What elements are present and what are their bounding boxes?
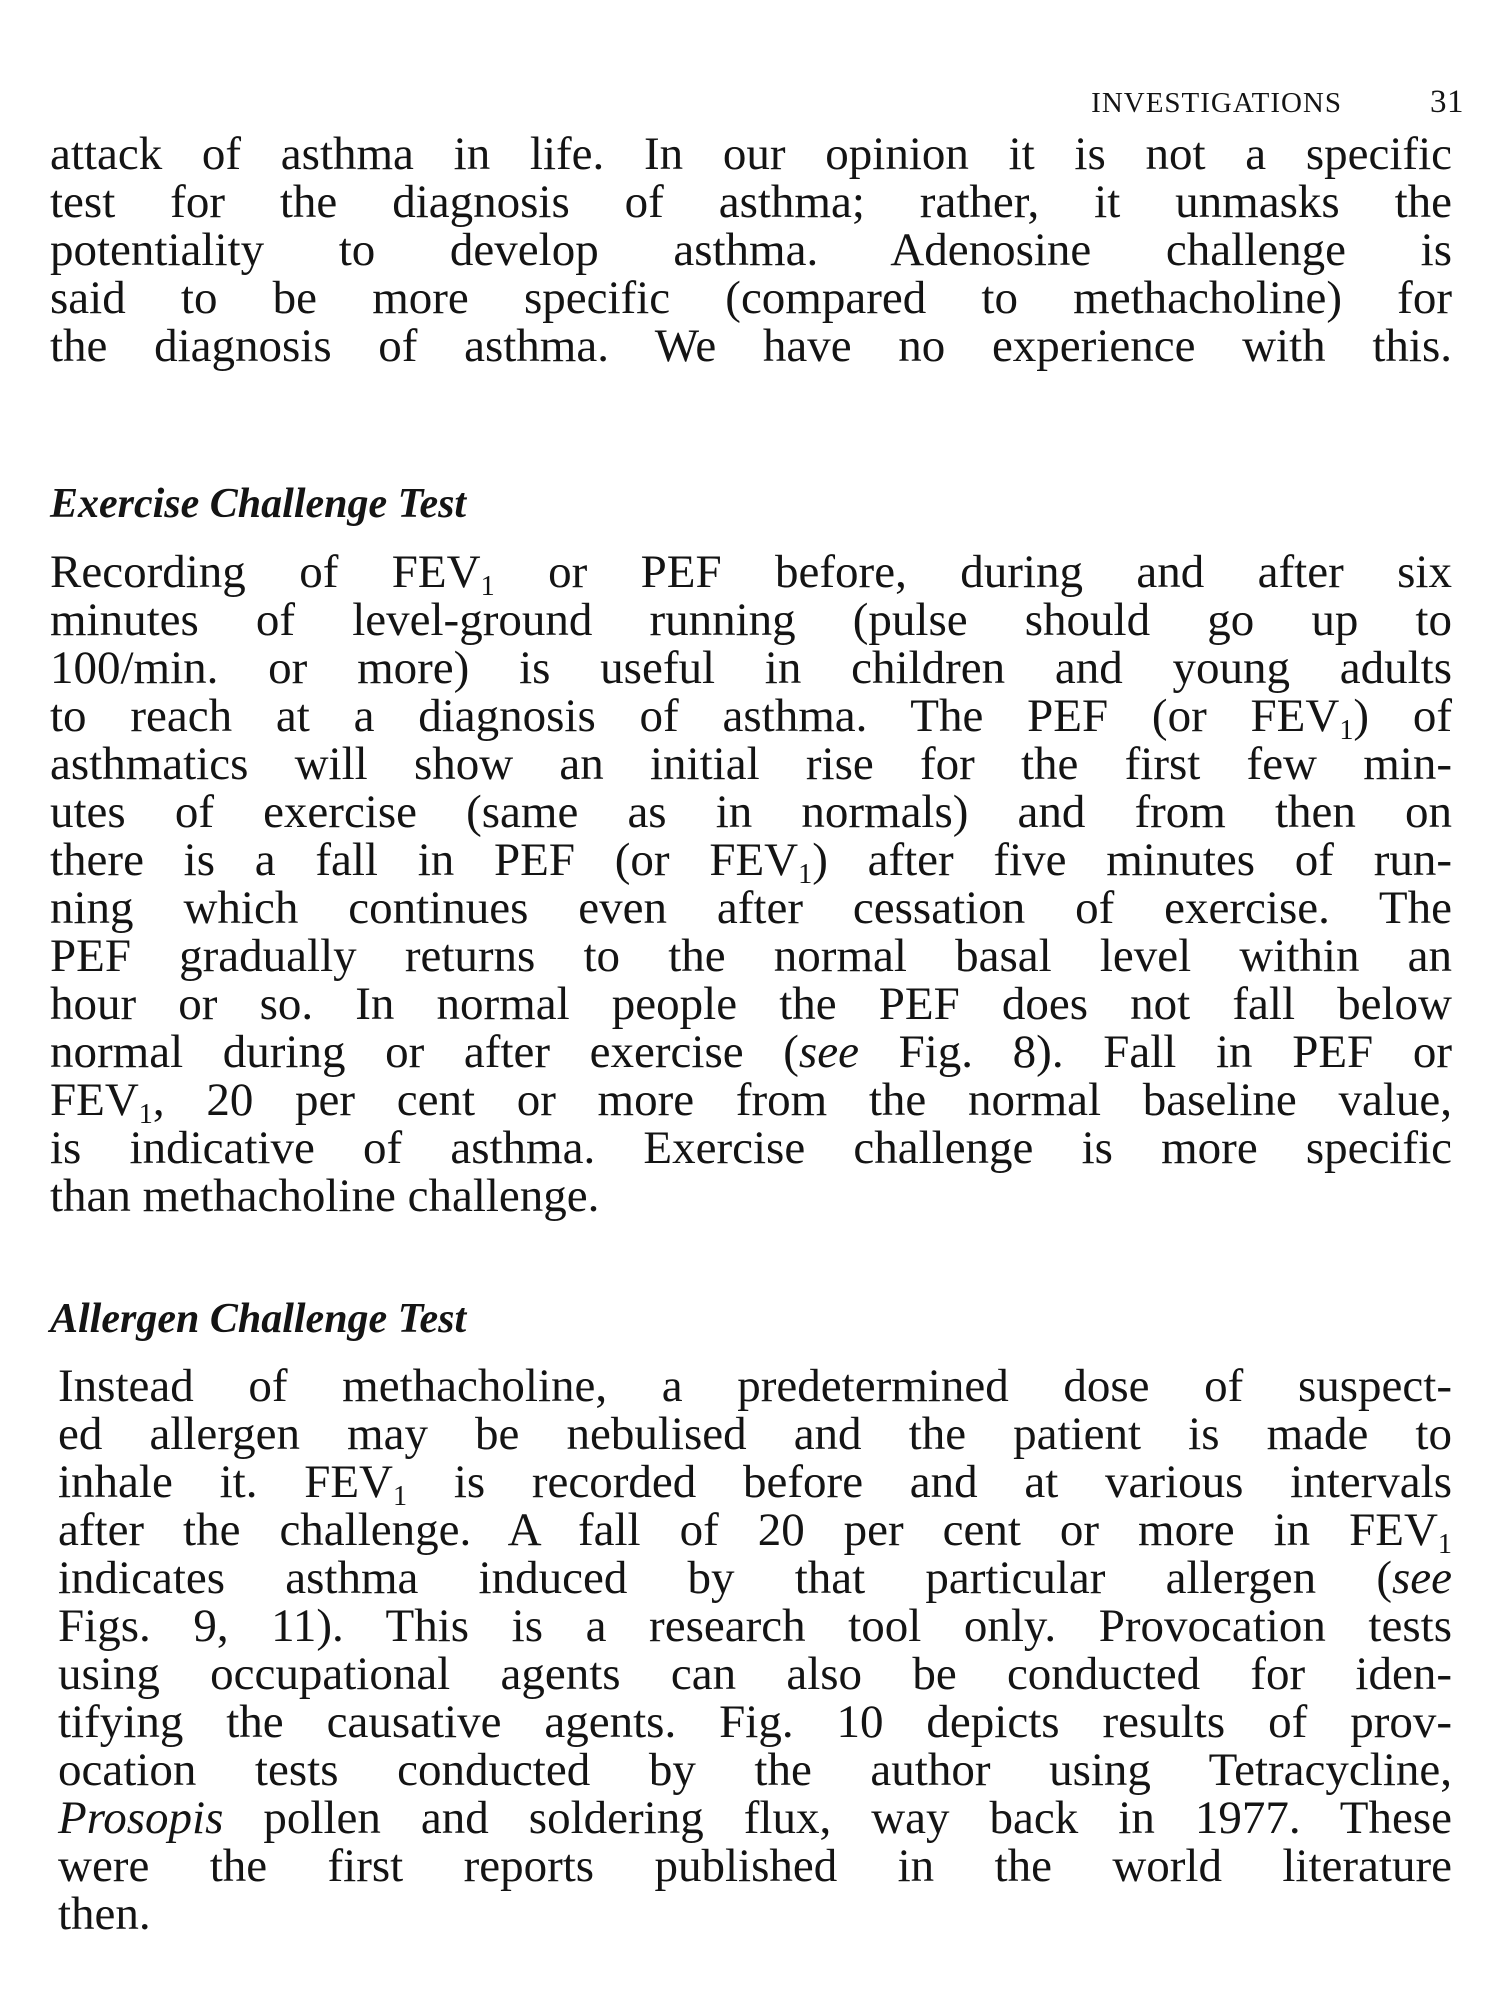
text-line: normal during or after exercise (see Fig. 8). Fall in PEF or — [50, 1026, 1452, 1078]
intro-paragraph — [50, 130, 1452, 370]
text-line: 100/min. or more) is useful in children and young adults — [50, 642, 1452, 694]
text-line: ocation tests conducted by the author using Tetracycline, — [58, 1744, 1452, 1796]
text-line: to reach at a diagnosis of asthma. The PEF (or $FEV_1$) of — [50, 690, 1452, 746]
text-line: PEF gradually returns to the normal basal level within an — [50, 930, 1452, 982]
text-line: ning which continues even after cessation of exercise. The — [50, 882, 1452, 934]
text-line: attack of asthma in life. In our opinion it is not a specific — [50, 128, 1452, 180]
text-line: indicates asthma induced by that particular allergen (see — [58, 1552, 1452, 1604]
text-line: Recording of $FEV_1$ or PEF before, during and after six — [50, 546, 1452, 602]
text-line: Instead of methacholine, a predetermined dose of suspect- — [58, 1360, 1452, 1412]
section-heading-exercise-challenge: Exercise Challenge Test — [50, 481, 467, 527]
text-line: inhale it. $FEV_1$ is recorded before and at various intervals — [58, 1456, 1452, 1512]
text-line: there is a fall in PEF (or $FEV_1$) after five minutes of run- — [50, 834, 1452, 890]
text-line: potentiality to develop asthma. Adenosine challenge is — [50, 224, 1452, 276]
chapter-title: INVESTIGATIONS — [1091, 87, 1342, 119]
text-line: asthmatics will show an initial rise for the first few min- — [50, 738, 1452, 790]
text-line: Figs. 9, 11). This is a research tool only. Provocation tests — [58, 1600, 1452, 1652]
text-line: than methacholine challenge. — [50, 1170, 600, 1222]
text-line: using occupational agents can also be conducted for iden- — [58, 1648, 1452, 1700]
text-line: were the first reports published in the world literature — [58, 1840, 1452, 1892]
text-line: test for the diagnosis of asthma; rather, it unmasks the — [50, 176, 1452, 228]
text-line: minutes of level-ground running (pulse should go up to — [50, 594, 1452, 646]
text-line: then. — [58, 1888, 151, 1940]
text-line: ed allergen may be nebulised and the patient is made to — [58, 1408, 1452, 1460]
text-line: tifying the causative agents. Fig. 10 depicts results of prov- — [58, 1696, 1452, 1748]
text-line: is indicative of asthma. Exercise challenge is more specific — [50, 1122, 1452, 1174]
text-line: Prosopis pollen and soldering flux, way back in 1977. These — [58, 1792, 1452, 1844]
section-heading-allergen-challenge: Allergen Challenge Test — [50, 1296, 467, 1342]
allergen-challenge-paragraph — [58, 1362, 1452, 1938]
exercise-challenge-paragraph — [50, 548, 1452, 1220]
text-line: said to be more specific (compared to methacholine) for — [50, 272, 1452, 324]
text-line: after the challenge. A fall of 20 per cent or more in $FEV_1$ — [58, 1504, 1452, 1560]
running-head — [1091, 84, 1464, 121]
text-line: the diagnosis of asthma. We have no experience with this. — [50, 320, 1452, 372]
text-line: $FEV_1$, 20 per cent or more from the normal baseline value, — [50, 1074, 1452, 1130]
text-line: hour or so. In normal people the PEF does not fall below — [50, 978, 1452, 1030]
text-line: utes of exercise (same as in normals) and from then on — [50, 786, 1452, 838]
page-number: 31 — [1430, 84, 1464, 120]
